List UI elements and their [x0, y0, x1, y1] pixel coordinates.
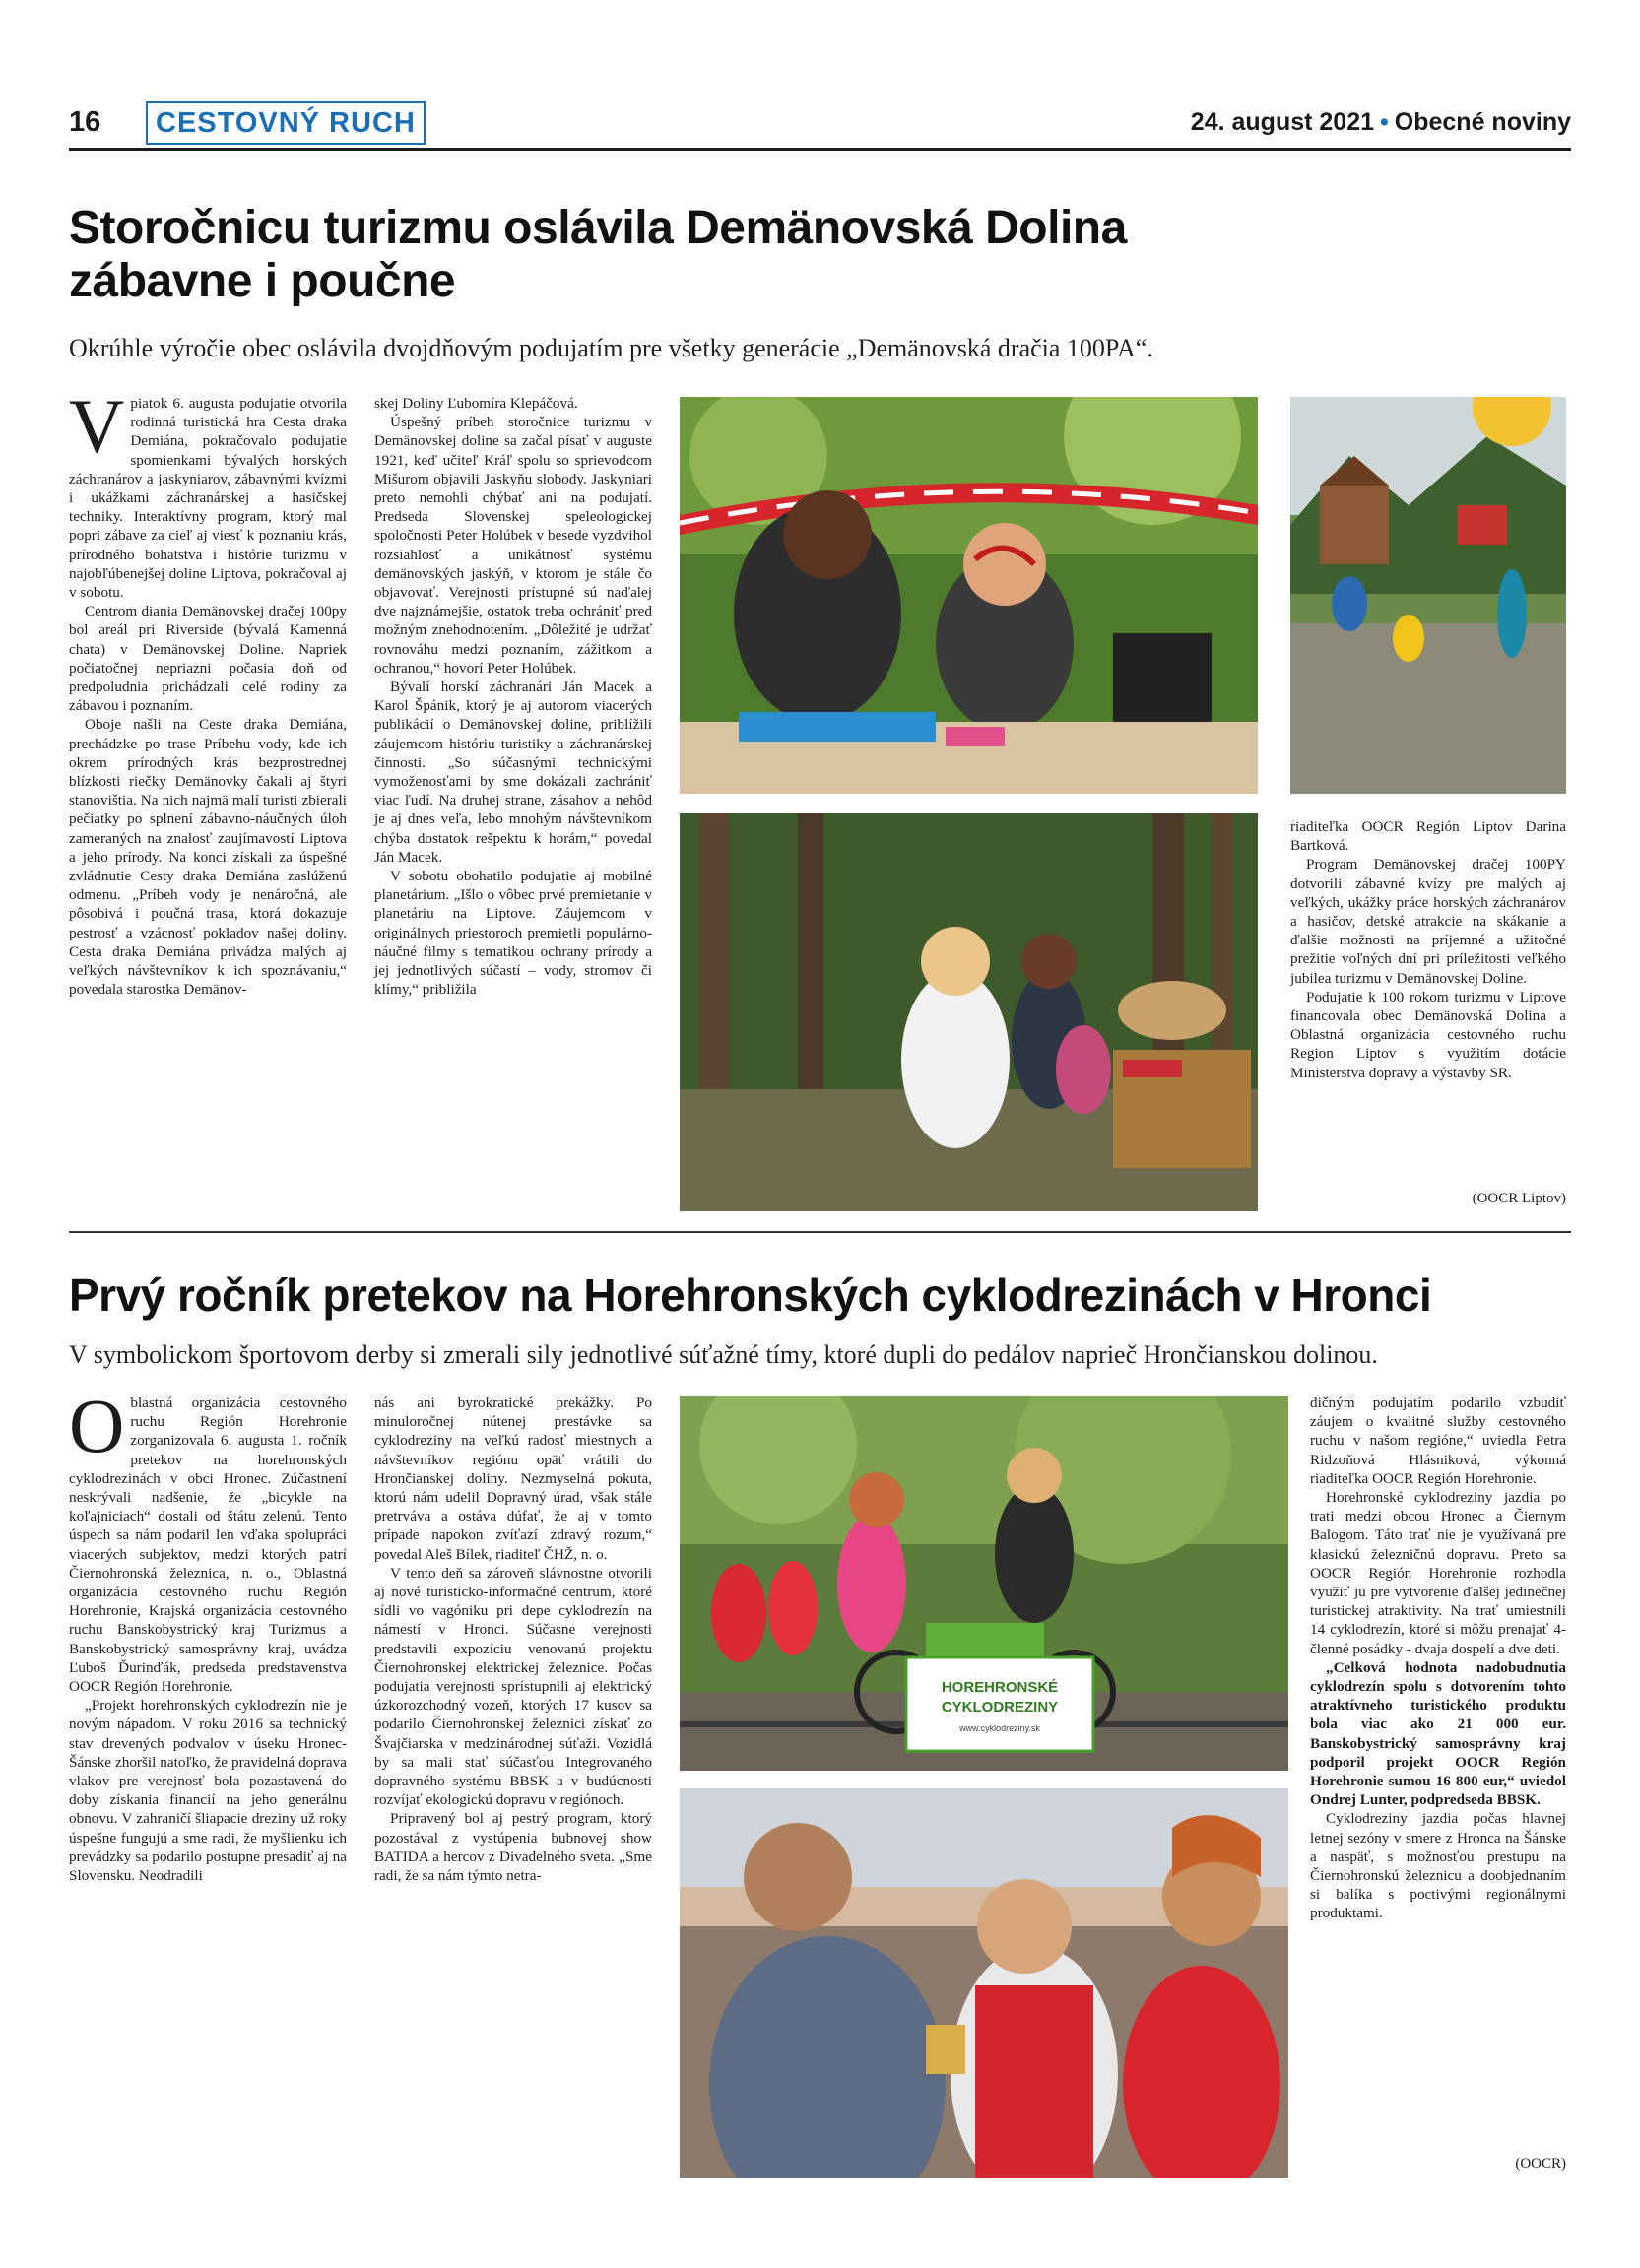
article2-col3-p2: Horehronské cyklodreziny jazdia po trati medzi obcou Hronec a Čiernym Balogom. Táto trať nie je využívaná pre klasickú železničnú dopravu. Preto sa OOCR Región Horehronie rozhodla využiť ju pre vytvorenie ďalšej jedinečnej turistickej atraktivity. Na trať umiestnili 14 cyklodrezín, ktoré si môžu prenajať 4-členné posádky - dvaja dospelí a dve deti.: [1310, 1489, 1566, 1657]
article2-dropcap: O: [69, 1383, 125, 1468]
article2-headline: Prvý ročník pretekov na Horehronských cyklodrezinách v Hronci: [69, 1269, 1432, 1321]
article1-col3-p3: Podujatie k 100 rokom turizmu v Liptove financovala obec Demänovská Dolina a Oblastná organizácia cestovného ruchu Region Liptov s využitím dotácie Ministerstva dopravy a výstavby SR.: [1290, 988, 1566, 1081]
issue-date: 24. august 2021: [1190, 108, 1375, 136]
article2-col2-p1: nás ani byrokratické prekážky. Po minuloročnej nútenej prestávke sa cyklodreziny na veľkú radosť miestnych a návštevníkov regiónu opäť vrátili do Hrončianskej doliny. Nezmyselná pokuta, ktorú nám udelil Dopravný úrad, však stále pretrváva a ostáva dúfať, že aj v tomto prípade napokon zvíťazí zdravý rozum,“ povedal Aleš Bílek, riaditeľ ČHŽ, n. o.: [374, 1394, 652, 1563]
photo-forest-family: [680, 813, 1258, 1211]
article2-column-2: [374, 1393, 652, 2181]
article2-col1-p1: blastná organizácia cestovného ruchu Región Horehronie zorganizovala 6. augusta 1. ročník pretekov na horehronských cyklodrezinách v obci Hronec. Zúčastnení neskrývali nadšenie, že „bicykle na koľajniciach“ dostali od štátu zelenú. Tento úspech sa nám podaril len vďaka spolupráci viacerých subjektov, medzi ktorých patrí Čiernohronská železnica, n. o., Oblastná organizácia cestovného ruchu Región Horehronie, Krajská organizácia cestovného ruchu Banskobystrický kraj Turizmus a Banskobystrický samosprávny kraj, uvádza Ľuboš Ďurinďák, predseda predstavenstva OOCR Región Horehronie.: [69, 1394, 347, 1696]
publication-name: Obecné noviny: [1394, 108, 1571, 136]
article1-col1-p2: Centrom diania Demänovskej dračej 100py bol areál pri Riverside (bývalá Kamenná chata) v Demänovskej Doline. Napriek počiatočnej nepriazni počasia doň od predpoludnia prichádzali celé rodiny za zábavou i poznaním.: [69, 603, 347, 715]
article2-col1-p2: „Projekt horehronských cyklodrezín nie je novým nápadom. V roku 2016 sa technický stav drevených podvalov v úseku Hronec-Šánske zhoršil natoľko, že pravidelná doprava vlakov pre verejnosť bola pozastavená do doby získania financií na jeho generálnu obnovu. V zahraničí šliapacie dreziny už roky úspešne fungujú a sme radi, že myšlienku ich prevádzky sa podarilo postupne presadiť aj na Slovensku. Neodradili: [69, 1697, 347, 1885]
article2-column-1: [69, 1383, 347, 2181]
article1-dropcap: V: [69, 383, 125, 469]
issue-info: [1191, 108, 1571, 137]
article2-col2-p2: V tento deň sa zároveň slávnostne otvorili aj nové turisticko-informačné centrum, ktoré sídli vo vagóniku pri depe cyklodrezín na námestí v Hronci. Súčasne verejnosti predstavili expozíciu venovanú projektu Čiernohronskej elektrickej železnice. Počas podujatia verejnosti sprístupnili aj elektrický úzkorozchodný vozeň, ktorých 17 kusov sa podarilo Čiernohronskej železnici získať zo Švajčiarska v medzinárodnej súťaži. Vozidlá by sa mali stať súčasťou Integrovaného dopravného systému BBSK a v budúcnosti rozvíjať ekologickú dopravu v regiónoch.: [374, 1564, 652, 1809]
article-divider: [69, 1231, 1571, 1233]
article1-col3-p1: riaditeľka OOCR Región Liptov Darina Bartková.: [1290, 818, 1566, 855]
photo-children-playground: [1290, 397, 1566, 794]
page-number: 16: [69, 106, 101, 138]
article1-col2-p4: V sobotu obohatilo podujatie aj mobilné planetárium. „Išlo o vôbec prvé premietanie v planetáriu na Liptove. Záujemcom v originálnych priestoroch premietli populárno-náučné filmy s tematikou ochrany prírody a jej jednotlivých súčastí – vody, stromov či klímy,“ približila: [374, 868, 652, 999]
article1-column-3: [1290, 817, 1566, 1182]
article1-col2-p3: Bývalí horskí záchranári Ján Macek a Karol Špánik, ktorý je aj autorom viacerých publikácií o Demänovskej doline, priblížili záujemcom históriu turistiky a záchranárskej činnosti. „So súčasnými technickými vymoženosťami by sme dokázali zachrániť viac ľudí. Na druhej strane, zásahov a nehôd je aj dnes veľa, lebo mnohým návštevníkom chýba dostatok rešpektu k horám,“ povedal Ján Macek.: [374, 679, 652, 866]
article2-col3-p1: dičným podujatím podarilo vzbudiť záujem o kvalitné služby cestovného ruchu v našom regióne,“ uviedla Petra Ridzoňová Hlásniková, výkonná riaditeľka OOCR Región Horehronie.: [1310, 1394, 1566, 1487]
article2-col3-p3: „Celková hodnota nadobudnutia cyklodrezín spolu s dotvorením tohto atraktívneho turistického produktu bola viac ako 21 000 eur. Banskobystrický samosprávny kraj podporil projekt OOCR Región Horehronie sumou 16 800 eur,“ uviedol Ondrej Lunter, podpredseda BBSK.: [1310, 1658, 1566, 1809]
photo-banner-line1: HOREHRONSKÉ: [941, 1679, 1059, 1696]
article2-deck: V symbolickom športovom derby si zmerali sily jednotlivé súťažné tímy, ktoré dupli do pedálov naprieč Hrončianskou dolinou.: [69, 1340, 1378, 1369]
article1-column-1: [69, 383, 347, 1211]
article2-column-3: [1310, 1393, 1566, 2171]
article2-col2-p3: Pripravený bol aj pestrý program, ktorý pozostával z vystúpenia bubnovej show BATIDA a hercov z Divadelného sveta. „Sme radi, že sa nám týmto netra-: [374, 1810, 652, 1885]
photo-banner-line2: CYKLODREZINY: [941, 1699, 1059, 1716]
article2-credit: (OOCR): [1515, 2156, 1566, 2171]
separator-dot: •: [1380, 108, 1389, 136]
article1-column-2: [374, 394, 652, 1211]
photo-banner-url: www.cyklodreziny.sk: [959, 1723, 1040, 1733]
article1-headline: [69, 202, 1546, 308]
header-rule: [69, 148, 1571, 151]
article2-col3-p4: Cyklodreziny jazdia počas hlavnej letnej sezóny v smere z Hronca na Šánske a naspäť, s možnosťou prestupu na Čiernohronskú železnicu a doobjednaním si balíka s poctivými regionálnymi produktami.: [1310, 1810, 1566, 1922]
article1-col1-p1: piatok 6. augusta podujatie otvorila rodinná turistická hra Cesta draka Demiána, pokračovalo podujatie spomienkami bývalých horských záchranárov a jaskyniarov, zábavnými kvízmi i ukážkami záchranárskej a hasičskej techniky. Interaktívny program, ktorý mal popri zábave za cieľ aj viesť k poznaniu krás, prírodného bohatstva i histórie turizmu v najobľúbenejšej doline Liptova, pokračoval aj v sobotu.: [69, 395, 347, 602]
article1-col3-p2: Program Demänovskej dračej 100PY dotvorili zábavné kvízy pre malých aj veľkých, ukážky práce horských záchranárov a hasičov, detské atrakcie na skákanie a ďalšie možnosti na príjemné a užitočné prežitie voľných dní pri príležitosti veľkého jubilea turizmu v Demänovskej Doline.: [1290, 856, 1566, 987]
article1-col2-p2: Úspešný príbeh storočnice turizmu v Demänovskej doline sa začal písať v auguste 1921, keď učiteľ Kráľ spolu so sprievodcom Mišurom objavili Jaskyňu slobody. Jaskyniari preto nemohli chýbať ani na podujatí. Predseda Slovenskej speleologickej spoločnosti Peter Holúbek v besede vyzdvihol rozsiahlosť a unikátnosť systému demänovských jaskýň, v ktorom je stále čo objavovať. Verejnosti prístupné sú naďalej dve najznámejšie, ostatok treba ochrániť pred možným znehodnotením. „Dôležité je udržať rovnováhu medzi poznaním, zážitkom a ochranou,“ hovorí Peter Holúbek.: [374, 414, 652, 677]
article1-headline-line2: zábavne i poučne: [69, 255, 456, 307]
photo-face-painting: [680, 397, 1258, 794]
article1-credit: (OOCR Liptov): [1472, 1191, 1566, 1206]
section-label: CESTOVNÝ RUCH: [146, 101, 426, 145]
article1-col2-p1: skej Doliny Ľubomíra Klepáčová.: [374, 395, 578, 412]
photo-medal-ceremony: [680, 1788, 1288, 2178]
article1-headline-line1: Storočnicu turizmu oslávila Demänovská Dolina: [69, 202, 1127, 254]
photo-cyclodrezina-riders: [680, 1396, 1288, 1771]
article1-col1-p3: Oboje našli na Ceste draka Demiána, prechádzke po trase Príbehu vody, kde ich okrem prírodných krás bezprostrednej blízkosti riečky Demänovky čakali aj štyri stanovištia. Na nich najmä malí turisti zbierali pečiatky po splnení zábavno-náučných úloh zameraných na znalosť zaujímavostí Liptova a jeho prírody. Na konci získali za úspešné zvládnutie Cesty draka Demiána zaslúženú odmenu. „Príbeh vody je nenáročná, ale pôsobivá i poučná trasa, ktorá dokazuje pestrosť a vzácnosť pokladov našej doliny. Cesta draka Demiána privádza malých aj veľkých návštevníkov k ich spoznávaniu,“ povedala starostka Demänov-: [69, 716, 347, 999]
article1-deck: Okrúhle výročie obec oslávila dvojdňovým podujatím pre všetky generácie „Demänovská dračia 100PA“.: [69, 334, 1153, 362]
